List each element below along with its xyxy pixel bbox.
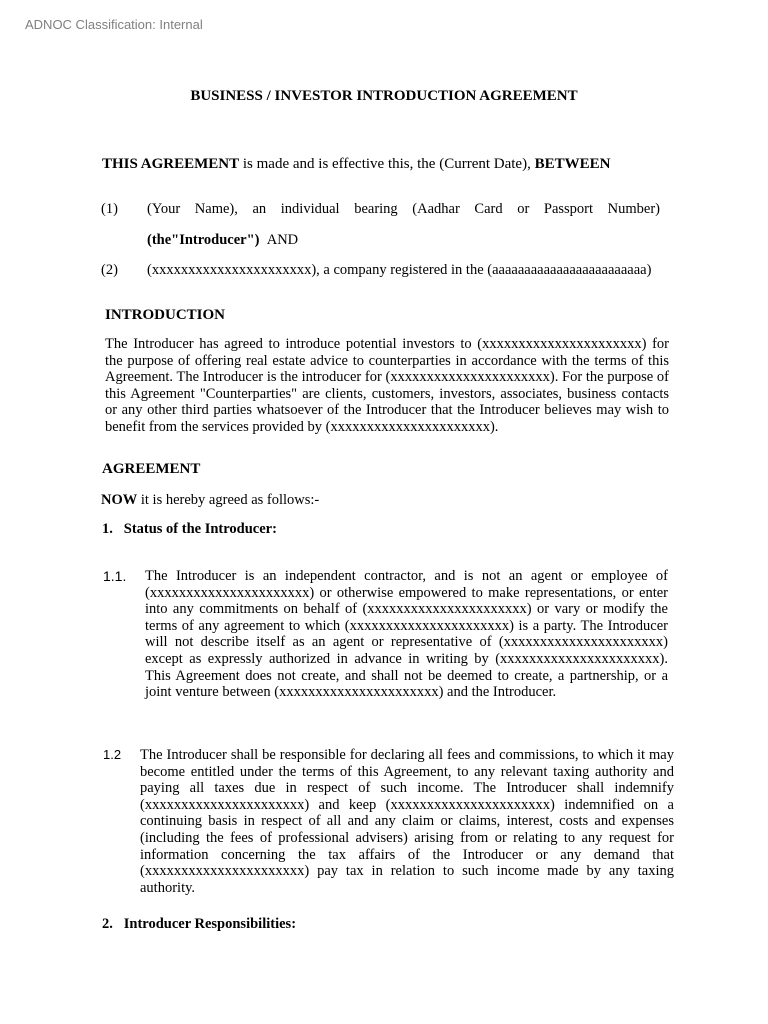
introduction-body: The Introducer has agreed to introduce potential investors to (xxxxxxxxxxxxxxxxxxxxxx) for the purpose of offering real estate advice to counterparties in accordance with the terms of this Agreement. The Introducer is the introducer for (xxxxxxxxxxxxxxxxxxxxxx). For the purpose of this Agreement "Counterparties" are clients, customers, investors, associates, business contacts or any other third parties whatsoever of the Introducer that the Introducer believes may wish to benefit from the services provided by (xxxxxxxxxxxxxxxxxxxxxx). [105, 336, 669, 435]
section-2-heading: 2. Introducer Responsibilities: [102, 916, 297, 932]
party-1-role: (the"Introducer") [147, 232, 260, 248]
party-2-number: (2) [101, 262, 118, 278]
classification-label: ADNOC Classification: Internal [25, 17, 203, 32]
preamble-bold-end: BETWEEN [534, 156, 611, 172]
party-2-line: (xxxxxxxxxxxxxxxxxxxxxx), a company registered in the (aaaaaaaaaaaaaaaaaaaaaaaa) [147, 262, 652, 278]
now-text: it is hereby agreed as follows:- [137, 492, 320, 508]
preamble-text: is made and is effective this, the (Current Date), [239, 156, 535, 172]
clause-1-2-body: The Introducer shall be responsible for declaring all fees and commissions, to which it may become entitled under the terms of this Agreement, to any relevant taxing authority and paying all taxes due in respect of such income. The Introducer shall indemnify (xxxxxxxxxxxxxxxxxxxxxx) and keep (xxxxxxxxxxxxxxxxxxxxxx) indemnified on a continuing basis in respect of all and any claim or claims, interest, costs and expenses (including the fees of professional advisers) arising from or relating to any request for information concerning the tax affairs of the Introducer or any demand that (xxxxxxxxxxxxxxxxxxxxxx) pay tax in relation to such income made by any taxing authority. [140, 747, 674, 896]
section-1-heading: 1. Status of the Introducer: [102, 521, 277, 537]
document-title: BUSINESS / INVESTOR INTRODUCTION AGREEMENT [190, 88, 578, 104]
party-1-line: (Your Name), an individual bearing (Aadhar Card or Passport Number) [147, 201, 660, 217]
preamble-bold-start: THIS AGREEMENT [102, 156, 240, 172]
introduction-heading: INTRODUCTION [105, 307, 226, 323]
clause-1-1-number: 1.1. [103, 568, 127, 584]
party-1-conjunction: AND [266, 232, 299, 248]
clause-1-1-body: The Introducer is an independent contractor, and is not an agent or employee of (xxxxxxxxxxxxxxxxxxxxxx) or otherwise empowered to make representations, or enter into any commitments on behalf of (xxxxxxxxxxxxxxxxxxxxxx) or vary or modify the terms of any agreement to which (xxxxxxxxxxxxxxxxxxxxxx) is a party. The Introducer will not describe itself as an agent or representative of (xxxxxxxxxxxxxxxxxxxxxx) except as expressly authorized in advance in writing by (xxxxxxxxxxxxxxxxxxxxxx). This Agreement does not create, and shall not be deemed to create, a partnership, or a joint venture between (xxxxxxxxxxxxxxxxxxxxxx) and the Introducer. [145, 568, 668, 701]
preamble [102, 156, 610, 173]
agreement-heading: AGREEMENT [102, 461, 201, 477]
party-1-role-line [147, 232, 298, 249]
now-line [101, 492, 319, 509]
party-1-number: (1) [101, 201, 118, 217]
clause-1-2-number: 1.2 [103, 747, 122, 762]
now-bold: NOW [101, 492, 138, 508]
